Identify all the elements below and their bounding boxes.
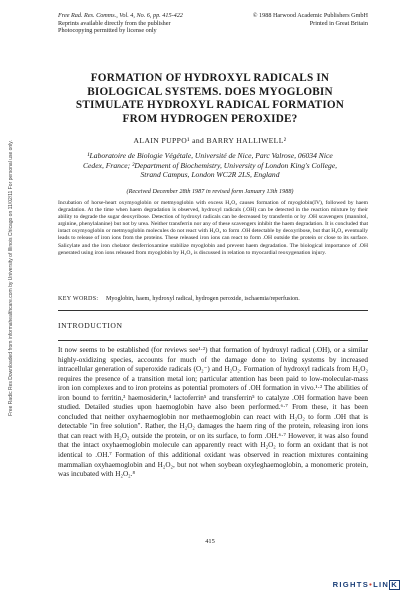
body-paragraph: It now seems to be established (for reviews see¹·²) that formation of hydroxyl radical (.OH), or a similar highly-oxidizing species, accounts for much of the damage done to living systems by increased intracellular generation of superoxide radicals (O₂⁻) and H₂O₂. Formation of hydroxyl radicals from H₂O₂ requires the presence of a transition metal ion; particular attention has been paid to low-molecular-mass iron ion complexes and to iron proteins as potential promoters of .OH formation in vivo.¹·² The abilities of iron bound to ferritin,³ haemosiderin,⁴ lactoferrin⁵ and transferrin⁵ to catalyze .OH formation have been studied. Detailed studies upon haemoglobin have also been performed.⁶·⁷ From these, it has been concluded that neither oxyhaemoglobin nor methaemoglobin can react with H₂O₂ to form .OH that is detectable "in free solution". Rather, the H₂O₂ damages the haem ring of the protein, releasing iron ions that can react with H₂O₂ outside the protein, or on its surface, to form .OH.⁶·⁷ However, it was also found that the intact oxyhaemoglobin molecule can apparently react with H₂O₂ to form an oxidant that is not identical to .OH.⁷ Formation of this additional oxidant was observed in reaction mixtures containing mammalian oxyhaemoglobin and H₂O₂, but not when soybean oxyleghaemoglobin, a monomeric protein, was incubated with H₂O₂.⁸: [58, 346, 368, 479]
title-line: FORMATION OF HYDROXYL RADICALS IN: [90, 72, 330, 84]
reprints-note: Reprints available directly from the publisher: [58, 19, 171, 27]
keywords-text: Myoglobin, haem, hydroxyl radical, hydrogen peroxide, ischaemia/reperfusion.: [105, 296, 300, 302]
title-line: FROM HYDROGEN PEROXIDE?: [122, 112, 298, 125]
section-divider-bottom: [58, 340, 368, 341]
download-watermark: [2, 108, 22, 448]
copyright-line: © 1988 Harwood Academic Publishers GmbH: [252, 12, 368, 19]
abstract: Incubation of horse-heart oxymyoglobin or metmyoglobin with excess H₂O₂ causes formation of myoglobin(IV), followed by haem degradation. At the time when haem degradation is observed, hydroxyl radicals (.OH) can be detected in the reaction mixture by their ability to degrade the sugar deoxyribose. Detection of hydroxyl radicals can be decreased by transferrin or by .OH scavengers (mannitol, arginine, phenylalanine) but not by urea. Neither transferrin nor any of these scavengers inhibit the haem degradation. It is concluded that intact oxymyoglobin or metmyoglobin molecules do not react with H₂O₂ to form .OH detectable by deoxyribose, but that H₂O₂ eventually leads to release of iron ions from the proteins. These released iron ions can react to form .OH outside the protein or close to its surface. Salicylate and the iron chelator desferrioxamine stabilize myoglobin and prevent haem degradation. The biological importance of .OH generated using iron ions released from myoglobin by H₂O₂ is discussed in relation to myocardial reoxygenation injury.: [58, 200, 368, 256]
introduction-body: [58, 346, 368, 480]
author-affiliations: ¹Laboratoire de Biologie Végétale, Université de Nice, Parc Valrose, 06034 Nice Cedex, France; ²Department of Biochemistry, University of London King's College, Strand Campus, London WC2R 2LS, England: [82, 151, 338, 180]
section-divider-top: [58, 310, 368, 311]
author-list: ALAIN PUPPO¹ and BARRY HALLIWELL²: [133, 136, 287, 145]
logo-dot: •: [369, 580, 374, 589]
keywords: [58, 296, 368, 302]
journal-header: [58, 12, 183, 35]
article-title: [70, 72, 350, 126]
page-number: 415: [205, 538, 215, 545]
printed-line: Printed in Great Britain: [309, 19, 368, 27]
journal-citation: Free Rad. Res. Comms., Vol. 4, No. 6, pp. 415-422: [58, 12, 183, 19]
download-watermark-text: Free Radic Res Downloaded from informahealthcare.com by University of Illinois Chicago on 11/02/11 For personal use only.: [8, 140, 14, 416]
logo-text-rights: RIGHTS: [332, 580, 370, 589]
logo-text-k: K: [391, 580, 398, 589]
title-line: STIMULATE HYDROXYL RADICAL FORMATION: [75, 99, 345, 112]
photocopy-note: Photocopying permitted by license only: [58, 27, 157, 35]
logo-text-lin: LIN: [373, 580, 390, 589]
keywords-label: KEY WORDS:: [58, 296, 99, 302]
rightslink-logo[interactable]: [333, 580, 400, 590]
section-heading: INTRODUCTION: [58, 321, 123, 330]
received-date: (Received December 28th 1987 in revised form January 13th 1988): [126, 188, 294, 195]
title-line: BIOLOGICAL SYSTEMS. DOES MYOGLOBIN: [87, 85, 333, 98]
publisher-header: [253, 12, 368, 27]
